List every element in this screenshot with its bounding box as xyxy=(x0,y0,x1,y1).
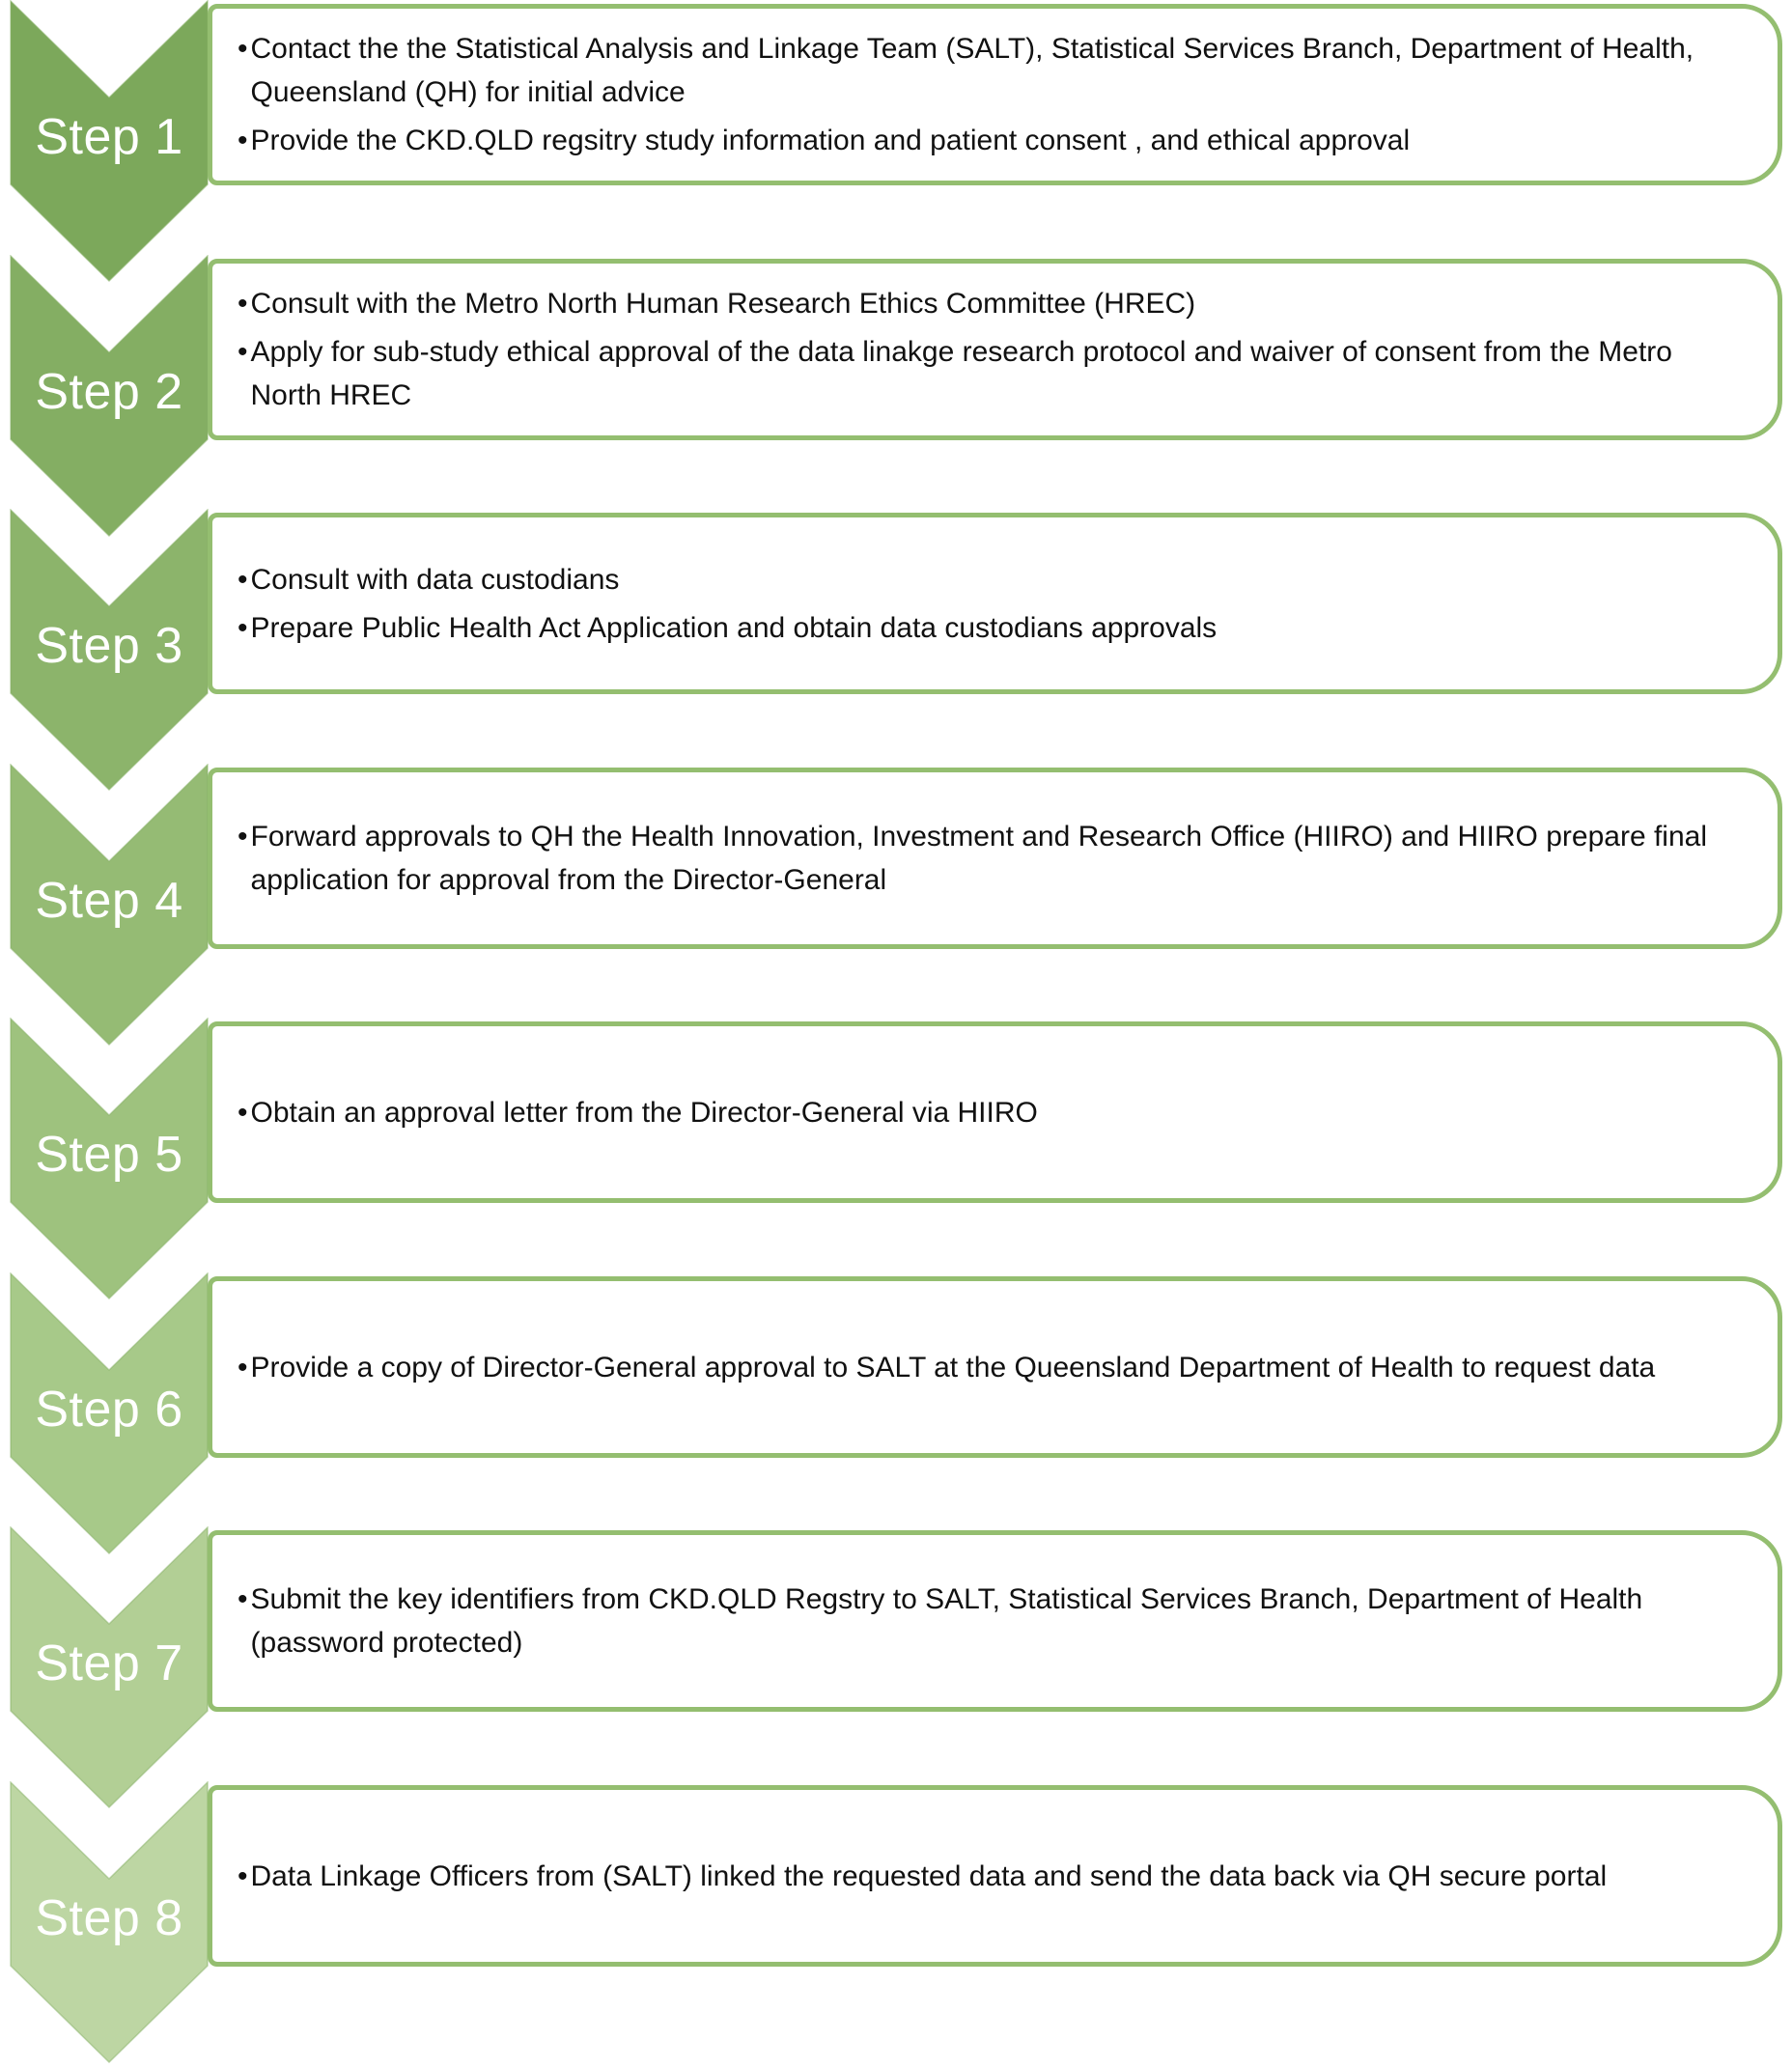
step-5-box xyxy=(208,1021,1782,1203)
bullet-icon: • xyxy=(238,1096,248,1129)
bullet-icon: • xyxy=(238,821,248,852)
bullet-icon: • xyxy=(238,563,248,596)
step-8-label: Step 8 xyxy=(35,1890,183,1946)
list-item xyxy=(238,27,1741,114)
step-4-box xyxy=(208,768,1782,949)
step-4-bullet-1: Forward approvals to QH the Health Innovation, Investment and Research Office (HIIRO) and HIIRO prepare final application for approval from the Director-General xyxy=(250,821,1707,896)
step-2-bullet-2: Apply for sub-study ethical approval of the data linakge research protocol and waiver of consent from the Metro North HREC xyxy=(250,336,1672,411)
list-item xyxy=(238,330,1741,417)
step-6-bullet-1: Provide a copy of Director-General approval to SALT at the Queensland Department of Health to request data xyxy=(250,1351,1656,1383)
step-1-box xyxy=(208,4,1782,185)
bullet-icon: • xyxy=(238,1583,248,1615)
step-6-label: Step 6 xyxy=(35,1382,183,1438)
bullet-icon: • xyxy=(238,33,248,65)
bullet-icon: • xyxy=(238,1859,248,1892)
step-5-bullet-1: Obtain an approval letter from the Director-General via HIIRO xyxy=(250,1096,1038,1129)
list-item xyxy=(238,558,1741,601)
bullet-icon: • xyxy=(238,125,248,156)
bullet-icon: • xyxy=(238,336,248,368)
bullet-icon: • xyxy=(238,611,248,644)
list-item xyxy=(238,119,1741,162)
step-5-label: Step 5 xyxy=(35,1127,183,1183)
bullet-icon: • xyxy=(238,1351,248,1383)
step-7-bullet-1: Submit the key identifiers from CKD.QLD Regstry to SALT, Statistical Services Branch, Department of Health (password protected) xyxy=(250,1583,1643,1659)
step-8-box xyxy=(208,1785,1782,1967)
list-item xyxy=(238,815,1741,902)
bullet-icon: • xyxy=(238,288,248,320)
list-item xyxy=(238,1855,1741,1898)
step-3-bullet-1: Consult with data custodians xyxy=(250,563,620,596)
step-3-label: Step 3 xyxy=(35,618,183,674)
step-2-label: Step 2 xyxy=(35,364,183,420)
step-7-box xyxy=(208,1530,1782,1712)
step-2-box xyxy=(208,259,1782,440)
step-3-bullet-2: Prepare Public Health Act Application and obtain data custodians approvals xyxy=(250,611,1218,644)
step-8-bullet-1: Data Linkage Officers from (SALT) linked the requested data and send the data back via QH secure portal xyxy=(250,1859,1608,1892)
step-3-box xyxy=(208,513,1782,694)
step-7-label: Step 7 xyxy=(35,1635,183,1691)
list-item xyxy=(238,1346,1741,1389)
list-item xyxy=(238,606,1741,650)
list-item xyxy=(238,1091,1741,1134)
step-2-bullet-1: Consult with the Metro North Human Research Ethics Committee (HREC) xyxy=(250,288,1196,320)
step-6-box xyxy=(208,1276,1782,1458)
list-item xyxy=(238,282,1741,325)
step-1-bullet-1: Contact the the Statistical Analysis and Linkage Team (SALT), Statistical Services Branch, Department of Health, Queensland (QH) for initial advice xyxy=(250,33,1694,108)
step-4-label: Step 4 xyxy=(35,873,183,929)
list-item xyxy=(238,1578,1741,1664)
step-1-bullet-2: Provide the CKD.QLD regsitry study information and patient consent , and ethical approval xyxy=(250,125,1411,156)
step-1-label: Step 1 xyxy=(35,109,183,165)
